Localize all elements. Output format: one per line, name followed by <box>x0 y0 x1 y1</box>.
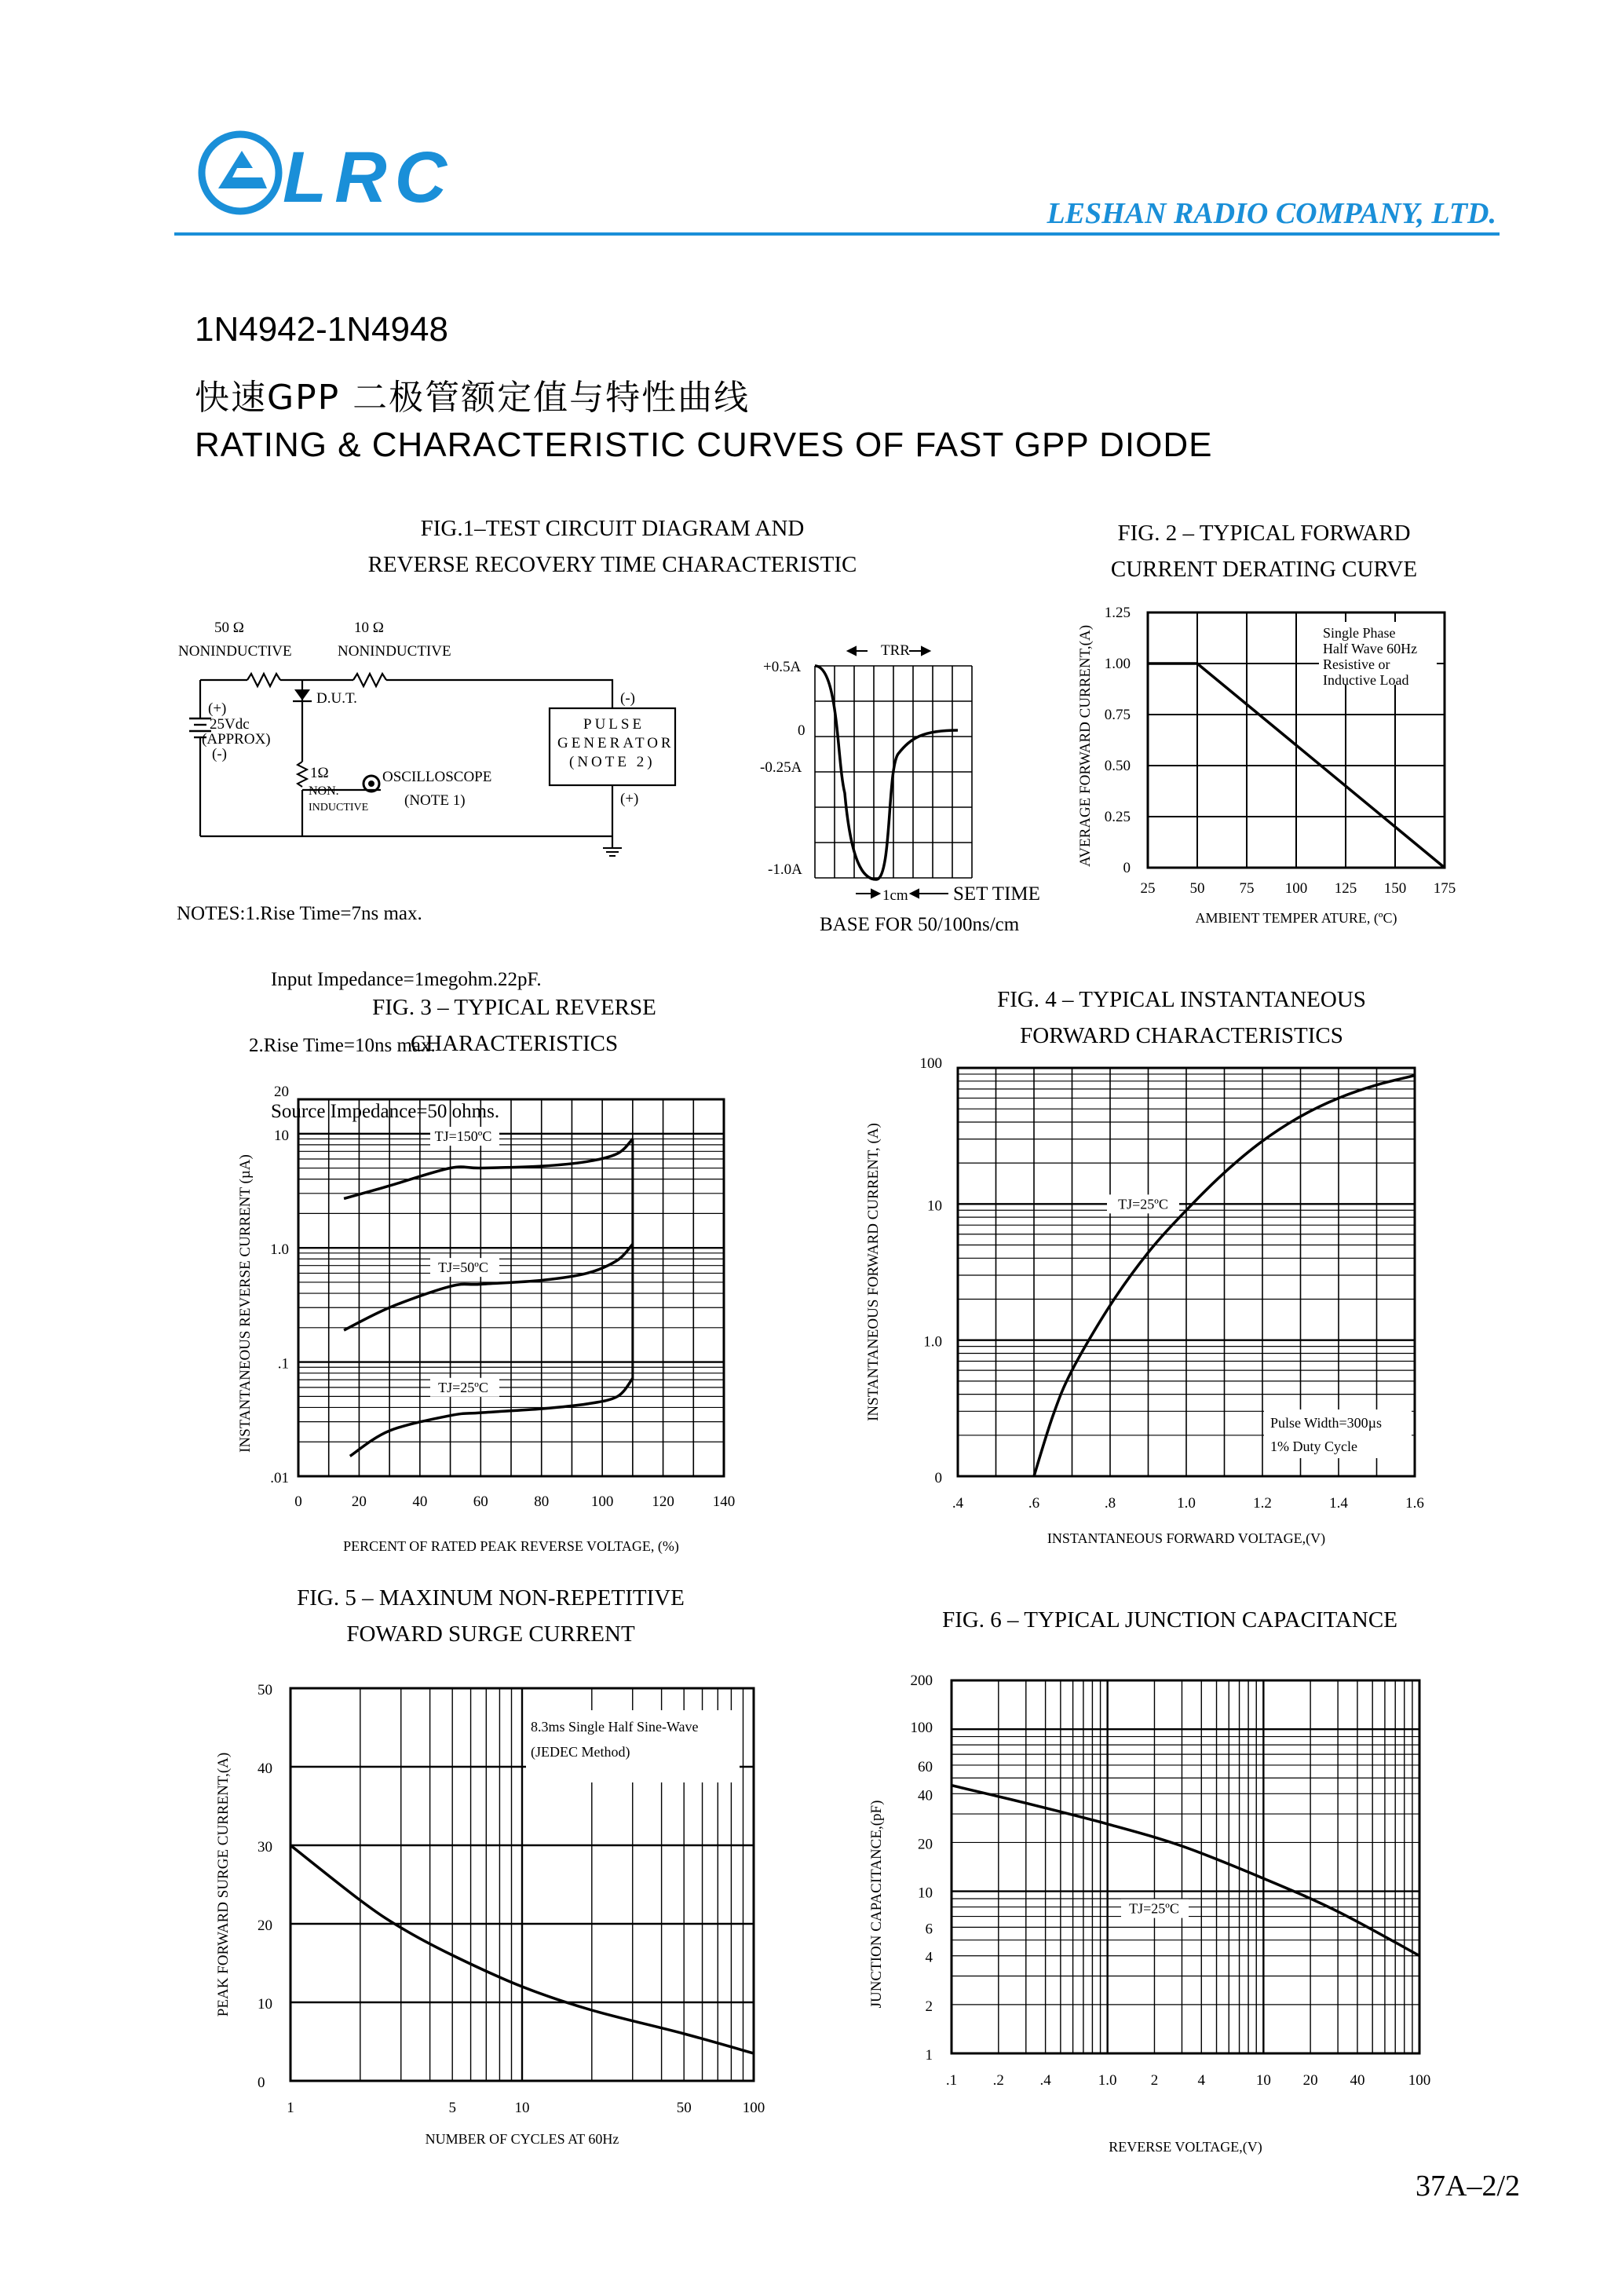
x-tick-label: 1.0 <box>1177 1495 1196 1512</box>
capacitance-curve <box>952 1786 1419 1956</box>
x-tick-label: 25 <box>1140 880 1156 897</box>
y-tick-label: 10 <box>274 1127 289 1144</box>
curve-label: TJ=25ºC <box>438 1379 488 1395</box>
y-tick-label: 1.0 <box>270 1241 289 1259</box>
y-axis-label: PEAK FORWARD SURGE CURRENT,(A) <box>215 1752 232 2017</box>
annotation-text: 1% Duty Cycle <box>1270 1439 1357 1454</box>
y-tick-label: 0.75 <box>1104 707 1131 723</box>
y-tick-label: 0.25 <box>1104 809 1131 825</box>
x-axis-label: AMBIENT TEMPER ATURE, (ºC) <box>1195 910 1397 926</box>
y-axis-label: AVERAGE FORWARD CURRENT,(A) <box>1077 624 1094 868</box>
annotation-text: Pulse Width=300µs <box>1270 1415 1382 1431</box>
y-tick-label: 10 <box>918 1885 933 1902</box>
r3-type2: INDUCTIVE <box>309 802 369 813</box>
set-time-label: SET TIME <box>953 883 1040 905</box>
page-number: 37A–2/2 <box>1416 2170 1520 2203</box>
fig5-caption-line1: FIG. 5 – MAXINUM NON-REPETITIVE <box>297 1585 685 1610</box>
curve-label: TJ=25ºC <box>1129 1900 1179 1917</box>
y-tick-label: 1.0 <box>923 1333 942 1351</box>
x-tick-label: 2 <box>1150 2072 1159 2089</box>
trr-label: TRR <box>881 642 910 659</box>
note-line3: 2.Rise Time=10ns max. <box>249 1035 436 1056</box>
note-line2: Input Impedance=1megohm.22pF. <box>271 969 542 990</box>
y-tick-label: 0 <box>258 2075 265 2091</box>
annotation-text: 8.3ms Single Half Sine-Wave <box>531 1719 699 1735</box>
y-tick-label: 30 <box>258 1839 272 1855</box>
y-axis-label: INSTANTANEOUS REVERSE CURRENT (µA) <box>237 1154 254 1453</box>
x-tick-label: 4 <box>1197 2072 1206 2089</box>
wave-label-minus1: -1.0A <box>768 861 802 878</box>
x-tick-label: 80 <box>534 1493 550 1510</box>
y-tick-label: 20 <box>918 1836 933 1853</box>
note-line4: Source Impedance=50 ohms. <box>271 1101 500 1122</box>
dut-label: D.U.T. <box>316 690 357 707</box>
wave-label-zero: 0 <box>798 722 806 739</box>
y-tick-label: 10 <box>258 1996 272 2013</box>
x-tick-label: 1.4 <box>1329 1495 1348 1512</box>
x-tick-label: 120 <box>652 1493 674 1510</box>
x-tick-label: 140 <box>712 1493 736 1510</box>
logo-text: LRC <box>283 137 455 218</box>
gen-plus: (+) <box>620 791 639 807</box>
x-axis-label: INSTANTANEOUS FORWARD VOLTAGE,(V) <box>1047 1530 1326 1546</box>
x-tick-label: 100 <box>1408 2072 1431 2089</box>
fig2-chart <box>1076 605 1484 934</box>
scope-label: OSCILLOSCOPE <box>382 769 492 785</box>
fig4-caption <box>926 982 1437 1054</box>
r2-type: NONINDUCTIVE <box>338 643 451 660</box>
x-tick-label: 125 <box>1334 880 1357 897</box>
x-axis-label: REVERSE VOLTAGE,(V) <box>1109 2139 1262 2155</box>
wave-label-minus025: -0.25A <box>760 759 802 776</box>
r3-type1: NON. <box>309 784 339 798</box>
fig3-caption-line1: FIG. 3 – TYPICAL REVERSE <box>372 995 656 1020</box>
y-tick-label: 50 <box>258 1682 272 1698</box>
curve-label: TJ=25ºC <box>1118 1196 1168 1212</box>
r1-type: NONINDUCTIVE <box>178 643 292 660</box>
x-tick-label: 60 <box>473 1493 488 1510</box>
fig2-caption <box>1044 515 1484 587</box>
english-title: RATING & CHARACTERISTIC CURVES OF FAST GPP DIODE <box>195 426 1213 464</box>
annotation-text: Resistive or <box>1323 656 1390 672</box>
y-axis-label: INSTANTANEOUS FORWARD CURRENT, (A) <box>865 1123 882 1421</box>
y-tick-label: 1.00 <box>1104 656 1131 672</box>
x-tick-label: 20 <box>351 1493 367 1510</box>
y-tick-label: 20 <box>274 1084 289 1100</box>
fig1-caption-line1: FIG.1–TEST CIRCUIT DIAGRAM AND <box>420 516 805 541</box>
y-tick-label: 1.25 <box>1104 605 1131 621</box>
header-rule <box>174 232 1500 236</box>
y-tick-label: 6 <box>925 1921 933 1938</box>
supply-voltage: 25Vdc <box>210 716 250 733</box>
x-tick-label: 1.0 <box>1098 2072 1117 2089</box>
y-tick-label: 100 <box>919 1055 942 1072</box>
resistor-50 <box>247 674 280 686</box>
supply-plus: (+) <box>208 700 227 717</box>
y-tick-label: 40 <box>258 1760 272 1777</box>
annotation-text: Single Phase <box>1323 625 1396 641</box>
fig2-caption-line1: FIG. 2 – TYPICAL FORWARD <box>1117 521 1411 546</box>
x-tick-label: 50 <box>1189 880 1205 897</box>
x-tick-label: .4 <box>952 1495 964 1512</box>
curve-label: TJ=150ºC <box>434 1128 492 1145</box>
fig6-caption <box>887 1602 1452 1638</box>
x-tick-label: .4 <box>1039 2072 1051 2089</box>
logo-mark <box>198 130 283 215</box>
annotation-text: (JEDEC Method) <box>531 1744 630 1760</box>
y-tick-label: 4 <box>925 1949 933 1966</box>
x-tick-label: 10 <box>514 2100 530 2116</box>
y-tick-label: 10 <box>927 1197 942 1215</box>
gen-line2: GENERATOR <box>557 735 674 751</box>
cm-label: 1cm <box>882 887 908 904</box>
x-tick-label: 1 <box>287 2100 294 2116</box>
x-tick-label: 40 <box>412 1493 428 1510</box>
y-tick-label: 200 <box>910 1673 933 1689</box>
fig4-chart <box>856 1052 1452 1570</box>
x-tick-label: 75 <box>1239 880 1255 897</box>
gen-line1: PULSE <box>583 716 645 733</box>
y-tick-label: 0 <box>934 1470 942 1486</box>
x-tick-label: .1 <box>945 2072 958 2089</box>
y-tick-label: 2 <box>925 1998 933 2015</box>
y-tick-label: 20 <box>258 1918 272 1934</box>
fig3-caption-line2: CHARACTERISTICS <box>410 1031 619 1056</box>
x-tick-label: 1.2 <box>1253 1495 1272 1512</box>
x-tick-label: 150 <box>1383 880 1407 897</box>
fig1-caption <box>338 510 887 583</box>
x-tick-label: 1.6 <box>1405 1495 1424 1512</box>
x-tick-label: 100 <box>742 2100 765 2116</box>
fig1-circuit <box>177 612 711 864</box>
x-axis-label: NUMBER OF CYCLES AT 60Hz <box>425 2131 619 2147</box>
r3-value: 1Ω <box>310 765 329 781</box>
fig3-caption <box>259 989 769 1062</box>
fig2-caption-line2: CURRENT DERATING CURVE <box>1110 557 1418 582</box>
x-tick-label: 10 <box>1255 2072 1271 2089</box>
gen-line3: (NOTE 2) <box>569 754 656 770</box>
chinese-title: 快速GPP 二极管额定值与特性曲线 <box>195 378 751 418</box>
y-tick-label: 1 <box>925 2047 933 2064</box>
r2-value: 10 Ω <box>354 620 384 636</box>
fig5-caption <box>236 1580 746 1652</box>
resistor-10 <box>353 674 386 686</box>
x-tick-label: .2 <box>992 2072 1004 2089</box>
y-tick-label: 60 <box>918 1758 933 1775</box>
y-tick-label: 40 <box>918 1787 933 1804</box>
x-tick-label: .8 <box>1104 1495 1116 1512</box>
y-axis-label: JUNCTION CAPACITANCE,(pF) <box>868 1800 885 2009</box>
wave-label-plus05: +0.5A <box>763 659 802 675</box>
fig5-caption-line2: FOWARD SURGE CURRENT <box>346 1621 635 1647</box>
r1-value: 50 Ω <box>214 620 244 636</box>
part-number-title: 1N4942-1N4948 <box>195 310 448 349</box>
fig6-caption-line1: FIG. 6 – TYPICAL JUNCTION CAPACITANCE <box>942 1607 1397 1632</box>
gen-minus: (-) <box>620 690 635 707</box>
reverse-curve-1 <box>344 1244 633 1330</box>
scope-note: (NOTE 1) <box>404 792 466 809</box>
fig6-chart <box>864 1665 1460 2159</box>
reverse-curve-0 <box>344 1139 633 1198</box>
y-tick-label: 0.50 <box>1104 758 1131 774</box>
y-tick-label: 0 <box>1123 860 1131 876</box>
y-tick-label: 100 <box>910 1720 933 1737</box>
x-tick-label: 20 <box>1302 2072 1318 2089</box>
x-tick-label: 100 <box>590 1493 614 1510</box>
y-tick-label: .1 <box>277 1355 289 1373</box>
x-tick-label: 100 <box>1284 880 1308 897</box>
x-tick-label: 0 <box>294 1493 302 1510</box>
fig4-caption-line2: FORWARD CHARACTERISTICS <box>1020 1023 1343 1048</box>
fig4-caption-line1: FIG. 4 – TYPICAL INSTANTANEOUS <box>997 987 1366 1012</box>
annotation-text: Half Wave 60Hz <box>1323 641 1418 656</box>
supply-approx: (APPROX) <box>202 731 271 748</box>
fig1-waveform <box>754 628 1068 942</box>
annotation-text: Inductive Load <box>1323 672 1409 688</box>
company-name: LESHAN RADIO COMPANY, LTD. <box>1047 197 1496 230</box>
fig5-chart <box>212 1673 777 2159</box>
x-tick-label: 5 <box>448 2100 456 2116</box>
curve-label: TJ=50ºC <box>438 1260 488 1276</box>
x-axis-label: PERCENT OF RATED PEAK REVERSE VOLTAGE, (%) <box>343 1538 679 1554</box>
x-tick-label: 40 <box>1350 2072 1365 2089</box>
x-tick-label: 50 <box>676 2100 692 2116</box>
fig3-chart <box>228 1084 762 1570</box>
supply-minus: (-) <box>212 746 227 762</box>
note-line1: NOTES:1.Rise Time=7ns max. <box>177 903 422 924</box>
x-tick-label: .6 <box>1028 1495 1040 1512</box>
y-tick-label: .01 <box>270 1470 289 1486</box>
base-label: BASE FOR 50/100ns/cm <box>820 914 1020 935</box>
x-tick-label: 175 <box>1433 880 1456 897</box>
fig1-caption-line2: REVERSE RECOVERY TIME CHARACTERISTIC <box>367 552 857 577</box>
